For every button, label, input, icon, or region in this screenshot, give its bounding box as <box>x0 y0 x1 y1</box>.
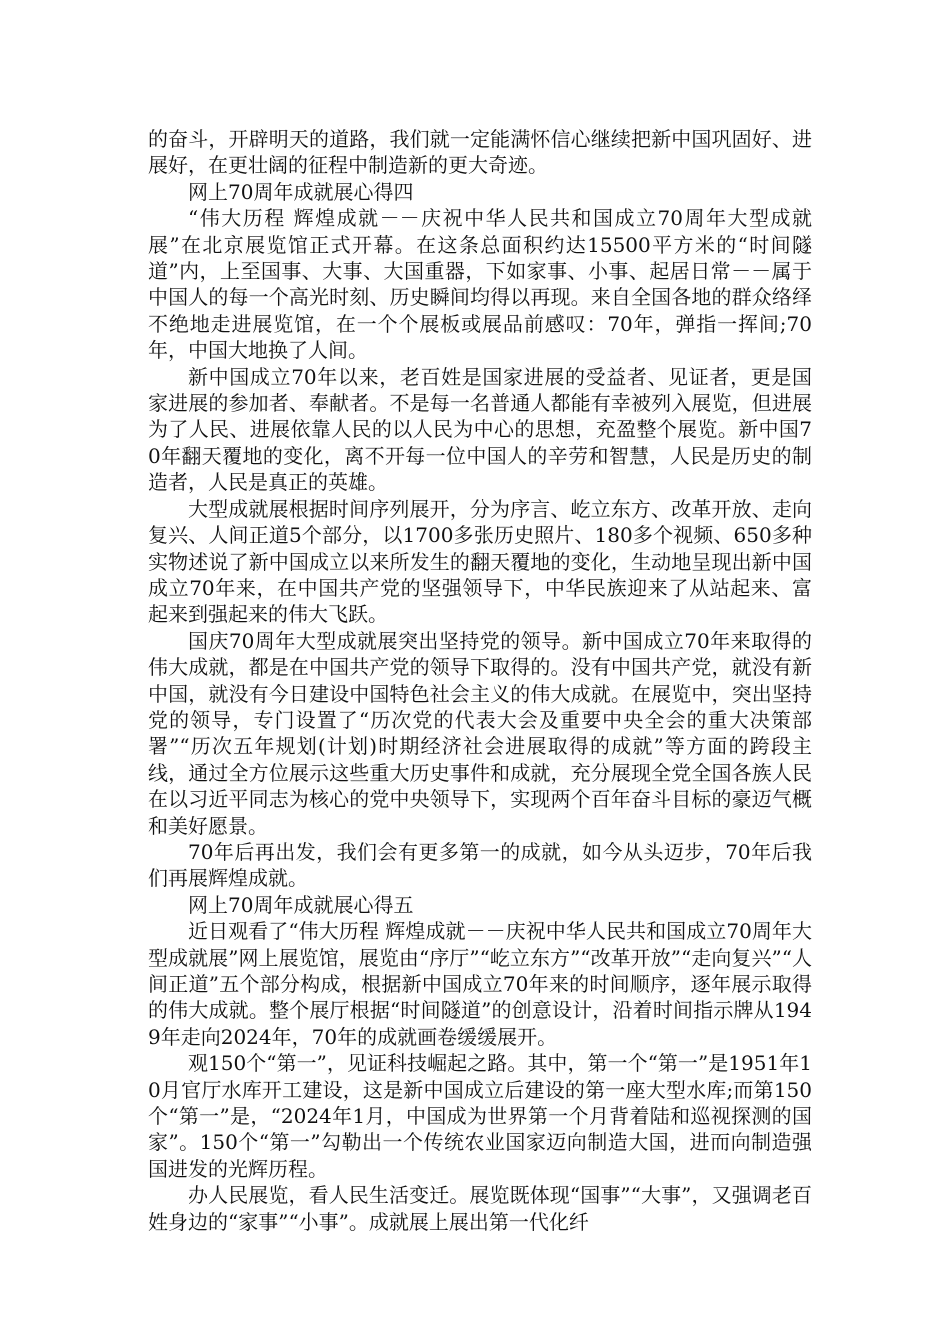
paragraph: 近日观看了“伟大历程 辉煌成就－－庆祝中华人民共和国成立70周年大型成就展”网上展览馆，展览由“序厅”“屹立东方”“改革开放”“走向复兴”“人间正道”五个部分构成，根据新中国成立70年来的时间顺序，逐年展示取得的伟大成就。整个展厅根据“时间隧道”的创意设计，沿着时间指示牌从1949年走向2024年，70年的成就画卷缓缓展开。 <box>148 919 812 1049</box>
paragraph: 新中国成立70年以来，老百姓是国家进展的受益者、见证者，更是国家进展的参加者、奉献者。不是每一名普通人都能有幸被列入展览，但进展为了人民、进展依靠人民的以人民为中心的思想，充盈整个展览。新中国70年翻天覆地的变化，离不开每一位中国人的辛劳和智慧，人民是历史的制造者，人民是真正的英雄。 <box>148 364 812 495</box>
paragraph-continuation: 的奋斗，开辟明天的道路，我们就一定能满怀信心继续把新中国巩固好、进展好，在更壮阔的征程中制造新的更大奇迹。 <box>148 127 812 178</box>
section-heading-5: 网上70周年成就展心得五 <box>188 892 414 917</box>
paragraph: “伟大历程 辉煌成就－－庆祝中华人民共和国成立70周年大型成就展”在北京展览馆正式开幕。在这条总面积约达15500平方米的“时间隧道”内，上至国事、大事、大国重器，下如家事、小事、起居日常－－属于中国人的每一个高光时刻、历史瞬间均得以再现。来自全国各地的群众络绎不绝地走进展览馆，在一个个展板或展品前感叹：70年，弹指一挥间;70年，中国大地换了人间。 <box>148 206 812 363</box>
section-heading-4: 网上70周年成就展心得四 <box>188 179 414 204</box>
paragraph: 办人民展览，看人民生活变迁。展览既体现“国事”“大事”，又强调老百姓身边的“家事”“小事”。成就展上展出第一代化纤 <box>148 1183 812 1234</box>
paragraph: 70年后再出发，我们会有更多第一的成就，如今从头迈步，70年后我们再展辉煌成就。 <box>148 839 812 891</box>
document-body <box>148 126 812 1235</box>
paragraph: 大型成就展根据时间序列展开，分为序言、屹立东方、改革开放、走向复兴、人间正道5个部分，以1700多张历史照片、180多个视频、650多种实物述说了新中国成立以来所发生的翻天覆地的变化，生动地呈现出新中国成立70年来，在中国共产党的坚强领导下，中华民族迎来了从站起来、富起来到强起来的伟大飞跃。 <box>148 496 812 627</box>
paragraph: 观150个“第一”，见证科技崛起之路。其中，第一个“第一”是1951年10月官厅水库开工建设，这是新中国成立后建设的第一座大型水库;而第150个“第一”是，“2024年1月，中国成为世界第一个月背着陆和巡视探测的国家”。150个“第一”勾勒出一个传统农业国家迈向制造大国，进而向制造强国进发的光辉历程。 <box>148 1051 812 1181</box>
paragraph: 国庆70周年大型成就展突出坚持党的领导。新中国成立70年来取得的伟大成就，都是在中国共产党的领导下取得的。没有中国共产党，就没有新中国，就没有今日建设中国特色社会主义的伟大成就。在展览中，突出坚持党的领导，专门设置了“历次党的代表大会及重要中央全会的重大决策部署”“历次五年规划(计划)时期经济社会进展取得的成就”等方面的跨段主线，通过全方位展示这些重大历史事件和成就，充分展现全党全国各族人民在以习近平同志为核心的党中央领导下，实现两个百年奋斗目标的豪迈气概和美好愿景。 <box>148 628 812 838</box>
